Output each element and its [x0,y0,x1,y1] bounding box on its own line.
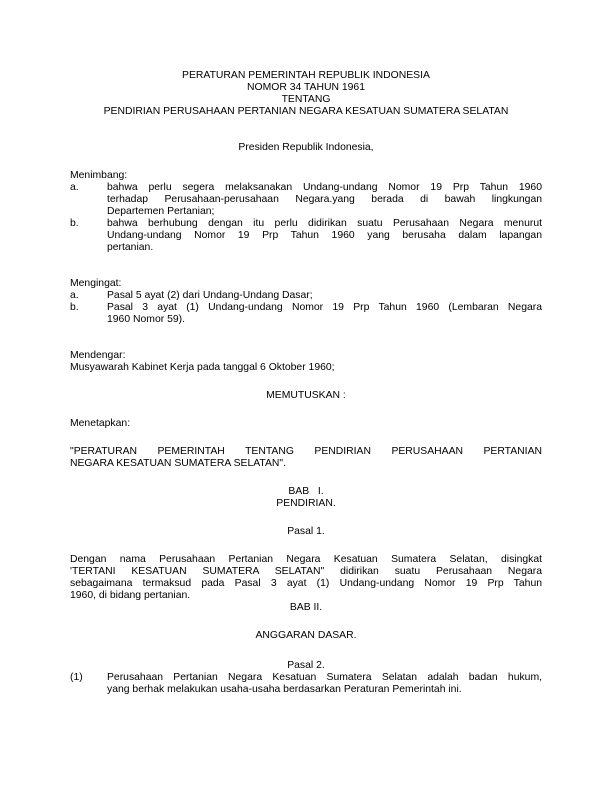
mendengar-label: Mendengar: [70,350,126,361]
bab-1-title: BAB I. [288,486,324,497]
list-marker: a. [70,290,79,301]
text-line: 'TERTANI KESATUAN SUMATERA SELATAN" didirikan suatu Perusahaan Negara [70,566,542,577]
president-line: Presiden Republik Indonesia, [238,142,374,153]
text-line: sebagaimana termaksud pada Pasal 3 ayat (1) Undang-undang Nomor 19 Prp Tahun [70,578,542,589]
text-line: NEGARA KESATUAN SUMATERA SELATAN". [70,458,286,469]
text-line: Undang-undang Nomor 19 Prp Tahun 1960 yang berusaha dalam lapangan [107,230,542,241]
memutuskan-heading: MEMUTUSKAN : [266,390,346,401]
bab-2-title: BAB II. [289,602,323,613]
mendengar-text: Musyawarah Kabinet Kerja pada tanggal 6 Oktober 1960; [70,362,335,373]
text-line: Perusahaan Pertanian Negara Kesatuan Sumatera Selatan adalah badan hukum, [107,672,542,683]
text-line: Departemen Pertanian; [107,206,215,217]
text-line: pertanian. [107,242,154,253]
menetapkan-label: Menetapkan: [70,418,131,429]
regulation-subject: PENDIRIAN PERUSAHAAN PERTANIAN NEGARA KESATUAN SUMATERA SELATAN [103,106,509,117]
list-marker: a. [70,182,79,193]
text-line: yang berhak melakukan usaha-usaha berdasarkan Peraturan Pemerintah ini. [107,684,462,695]
text-line: "PERATURAN PEMERINTAH TENTANG PENDIRIAN PERUSAHAAN PERTANIAN [70,446,542,457]
regulation-title: PERATURAN PEMERINTAH REPUBLIK INDONESIA [182,70,430,81]
mengingat-label: Mengingat: [70,278,122,289]
text-line: Pasal 3 ayat (1) Undang-undang Nomor 19 Prp Tahun 1960 (Lembaran Negara [107,302,542,313]
list-marker: (1) [70,672,83,683]
menimbang-label: Menimbang: [70,170,128,181]
pasal-1-text [70,554,542,602]
bab-2-subtitle: ANGGARAN DASAR. [255,630,357,641]
bab-1-subtitle: PENDIRIAN. [276,498,336,509]
pasal-1-title: Pasal 1. [287,526,325,537]
text-line: bahwa perlu segera melaksanakan Undang-undang Nomor 19 Prp Tahun 1960 [107,182,542,193]
list-marker: b. [70,302,79,313]
text-line: 1960, di bidang pertanian. [70,590,191,601]
menetapkan-text [70,446,542,470]
list-marker: b. [70,218,79,229]
text-line: Pasal 5 ayat (2) dari Undang-Undang Dasar; [107,290,313,301]
regulation-tentang: TENTANG [281,94,331,105]
text-line: bahwa berhubung dengan itu perlu didirikan suatu Perusahaan Negara menurut [107,218,542,229]
text-line: 1960 Nomor 59). [107,314,185,325]
pasal-2-title: Pasal 2. [287,660,325,671]
text-line: Dengan nama Perusahaan Pertanian Negara Kesatuan Sumatera Selatan, disingkat [70,554,542,565]
regulation-number: NOMOR 34 TAHUN 1961 [247,82,365,93]
text-line: terhadap Perusahaan-perusahaan Negara.yang berada di bawah lingkungan [107,194,542,205]
